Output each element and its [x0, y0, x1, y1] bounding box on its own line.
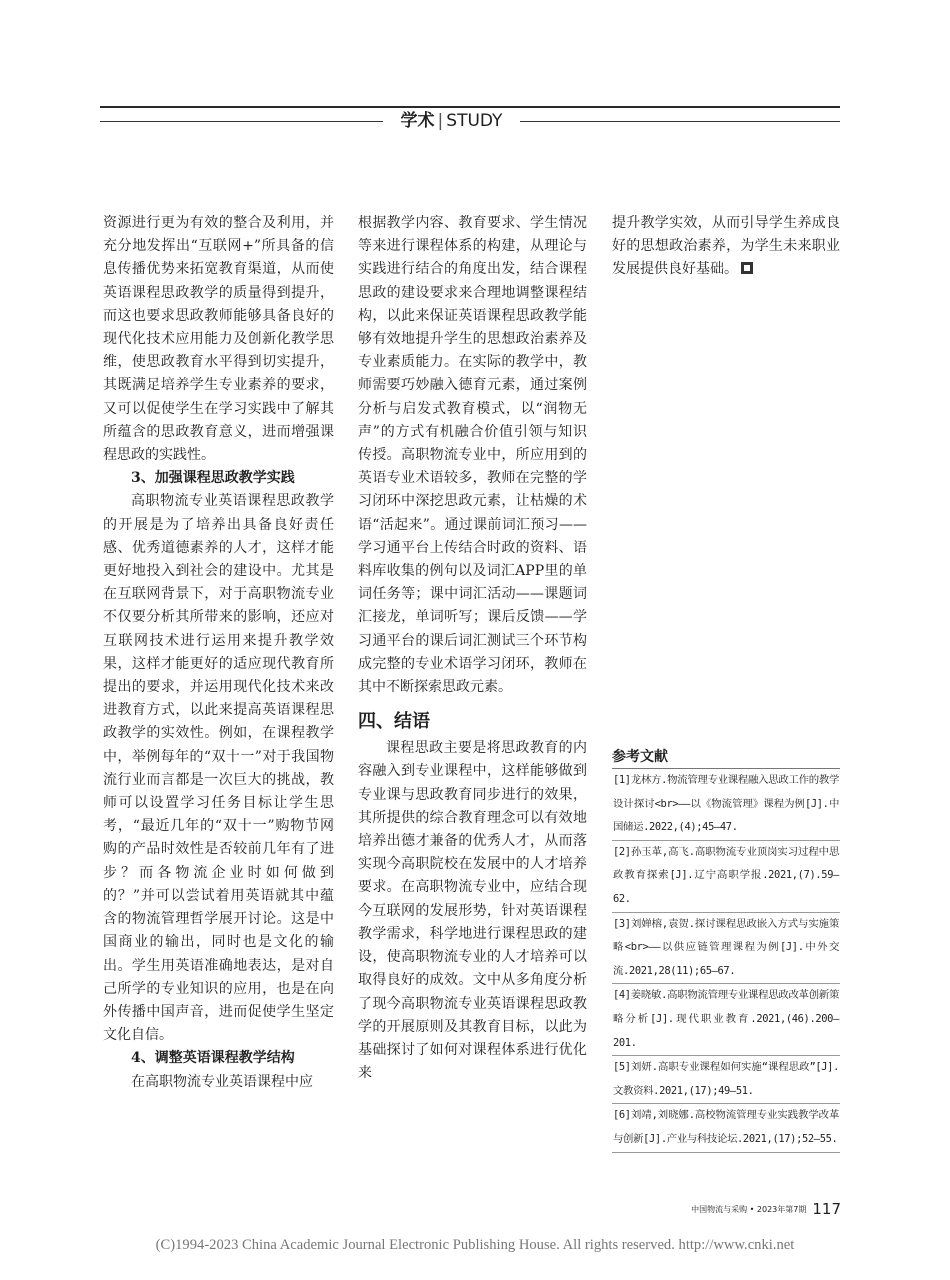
- header-rule-left: [100, 121, 383, 122]
- column-2: [358, 212, 587, 1085]
- paragraph: 高职物流专业英语课程思政教学的开展是为了培养出具备良好责任感、优秀道德素养的人才，这样才能更好地投入到社会的建设中。尤其是在互联网背景下，对于高职物流专业不仅要分析其所带来的影响，还应对互联网技术进行运用来提升教学效果，这样才能更好的适应现代教育所提出的要求，并运用现代化技术来改进教育方式，以此来提高英语课程思政教学的实效性。例如，在课程教学中，举例每年的“双十一”对于我国物流行业而言都是一次巨大的挑战，教师可以设置学习任务目标让学生思考，“最近几年的“双十一”购物节网购的产品时效性是否较前几年有了进步？而各物流企业时如何做到的？”并可以尝试着用英语就其中蕴含的物流管理哲学展开讨论。这是中国商业的输出，同时也是文化的输出。学生用英语准确地表达，是对自己所学的专业知识的应用，也是在向外传播中国声音，进而促使学生坚定文化自信。: [103, 493, 334, 1044]
- top-rule: [100, 106, 840, 108]
- column-3: [612, 212, 840, 282]
- references-list: [612, 768, 840, 1153]
- paragraph: 资源进行更为有效的整合及利用，并充分地发挥出“互联网+”所具备的信息传播优势来拓宽教育渠道，从而使英语课程思政教学的质量得到提升，而这也要求思政教师能够具备良好的现代化技术应用能力及创新化教学思维，使思政教育水平得到切实提升，其既满足培养学生专业素养的要求，又可以促使学生在学习实践中了解其所蕴含的思政教育意义，进而增强课程思政的实践性。: [103, 215, 334, 464]
- paragraph: 根据教学内容、教育要求、学生情况等来进行课程体系的构建，从理论与实践进行结合的角度出发，结合课程思政的建设要求来合理地调整课程结构，以此来保证英语课程思政教学能够有效地提升学生的思想政治素养及专业素质能力。在实际的教学中，教师需要巧妙融入德育元素，通过案例分析与启发式教育模式，以“润物无声”的方式有机融合价值引领与知识传授。高职物流专业中，所应用到的英语专业术语较多，教师在完整的学习闭环中深挖思政元素，让枯燥的术语“活起来”。通过课前词汇预习——学习通平台上传结合时政的资料、语料库收集的例句以及词汇APP里的单词任务等；课中词汇活动——课题词汇接龙，单词听写；课后反馈——学习通平台的课后词汇测试三个环节构成完整的专业术语学习闭环，教师在其中不断探索思政元素。: [358, 215, 587, 696]
- paragraph: 课程思政主要是将思政教育的内容融入到专业课程中，这样能够做到专业课与思政教育同步进行的效果，其所提供的综合教育理念可以有效地培养出德才兼备的优秀人才，从而落实现今高职院校在发展中的人才培养要求。在高职物流专业中，应结合现今互联网的发展形势，针对英语课程教学需求，科学地进行课程思政的建设，使高职物流专业的人才培养可以取得良好的成效。文中从多角度分析了现今高职物流专业英语课程思政教学的开展原则及其教育目标，以此为基础探讨了如何对课程体系进行优化来: [358, 740, 587, 1082]
- reference-item: [6]刘靖,刘晓娜.高校物流管理专业实践教学改革与创新[J].产业与科技论坛.2021,(17);52—55.: [612, 1104, 840, 1152]
- page-footer: [600, 1198, 841, 1221]
- paragraph: [612, 212, 840, 282]
- reference-item: [3]刘婵榕,袁贺.探讨课程思政嵌入方式与实施策略<br>——以供应链管理课程为例[J].中外交流.2021,28(11);65—67.: [612, 913, 840, 985]
- paragraph: 在高职物流专业英语课程中应: [131, 1073, 313, 1090]
- reference-item: [2]孙玉革,高飞.高职物流专业顶岗实习过程中思政教育探索[J].辽宁高职学报.2021,(7).59—62.: [612, 841, 840, 913]
- section-heading-conclusion: 四、结语: [358, 711, 430, 733]
- section-title-en: STUDY: [446, 111, 503, 131]
- journal-name: 中国物流与采购 • 2023年第7期: [691, 1205, 807, 1214]
- copyright-watermark: (C)1994-2023 China Academic Journal Electronic Publishing House. All rights reserved. http://www.cnki.net: [155, 1237, 795, 1253]
- column-1: [103, 212, 334, 1094]
- references: [612, 747, 840, 1153]
- reference-item: [4]姜晓敏.高职物流管理专业课程思政改革创新策略分析[J].现代职业教育.2021,(46).200—201.: [612, 984, 840, 1056]
- section-header: [383, 109, 520, 133]
- subheading-4: 4、调整英语课程教学结构: [131, 1050, 295, 1067]
- paragraph-text: 提升教学实效，从而引导学生养成良好的思想政治素养，为学生未来职业发展提供良好基础。: [612, 215, 840, 278]
- header-rule-right: [520, 121, 840, 122]
- end-mark-icon: [741, 262, 753, 274]
- subheading-3: 3、加强课程思政教学实践: [131, 470, 295, 487]
- section-title-cn: 学术: [400, 111, 435, 131]
- reference-item: [1]龙林方.物流管理专业课程融入思政工作的教学设计探讨<br>——以《物流管理》课程为例[J].中国储运.2022,(4);45—47.: [612, 769, 840, 841]
- reference-item: [5]刘妍.高职专业课程如何实施“课程思政”[J].文教资料.2021,(17);49—51.: [612, 1056, 840, 1104]
- header-separator: |: [437, 111, 444, 131]
- references-title: 参考文献: [612, 749, 668, 765]
- page-number: 117: [812, 1200, 841, 1218]
